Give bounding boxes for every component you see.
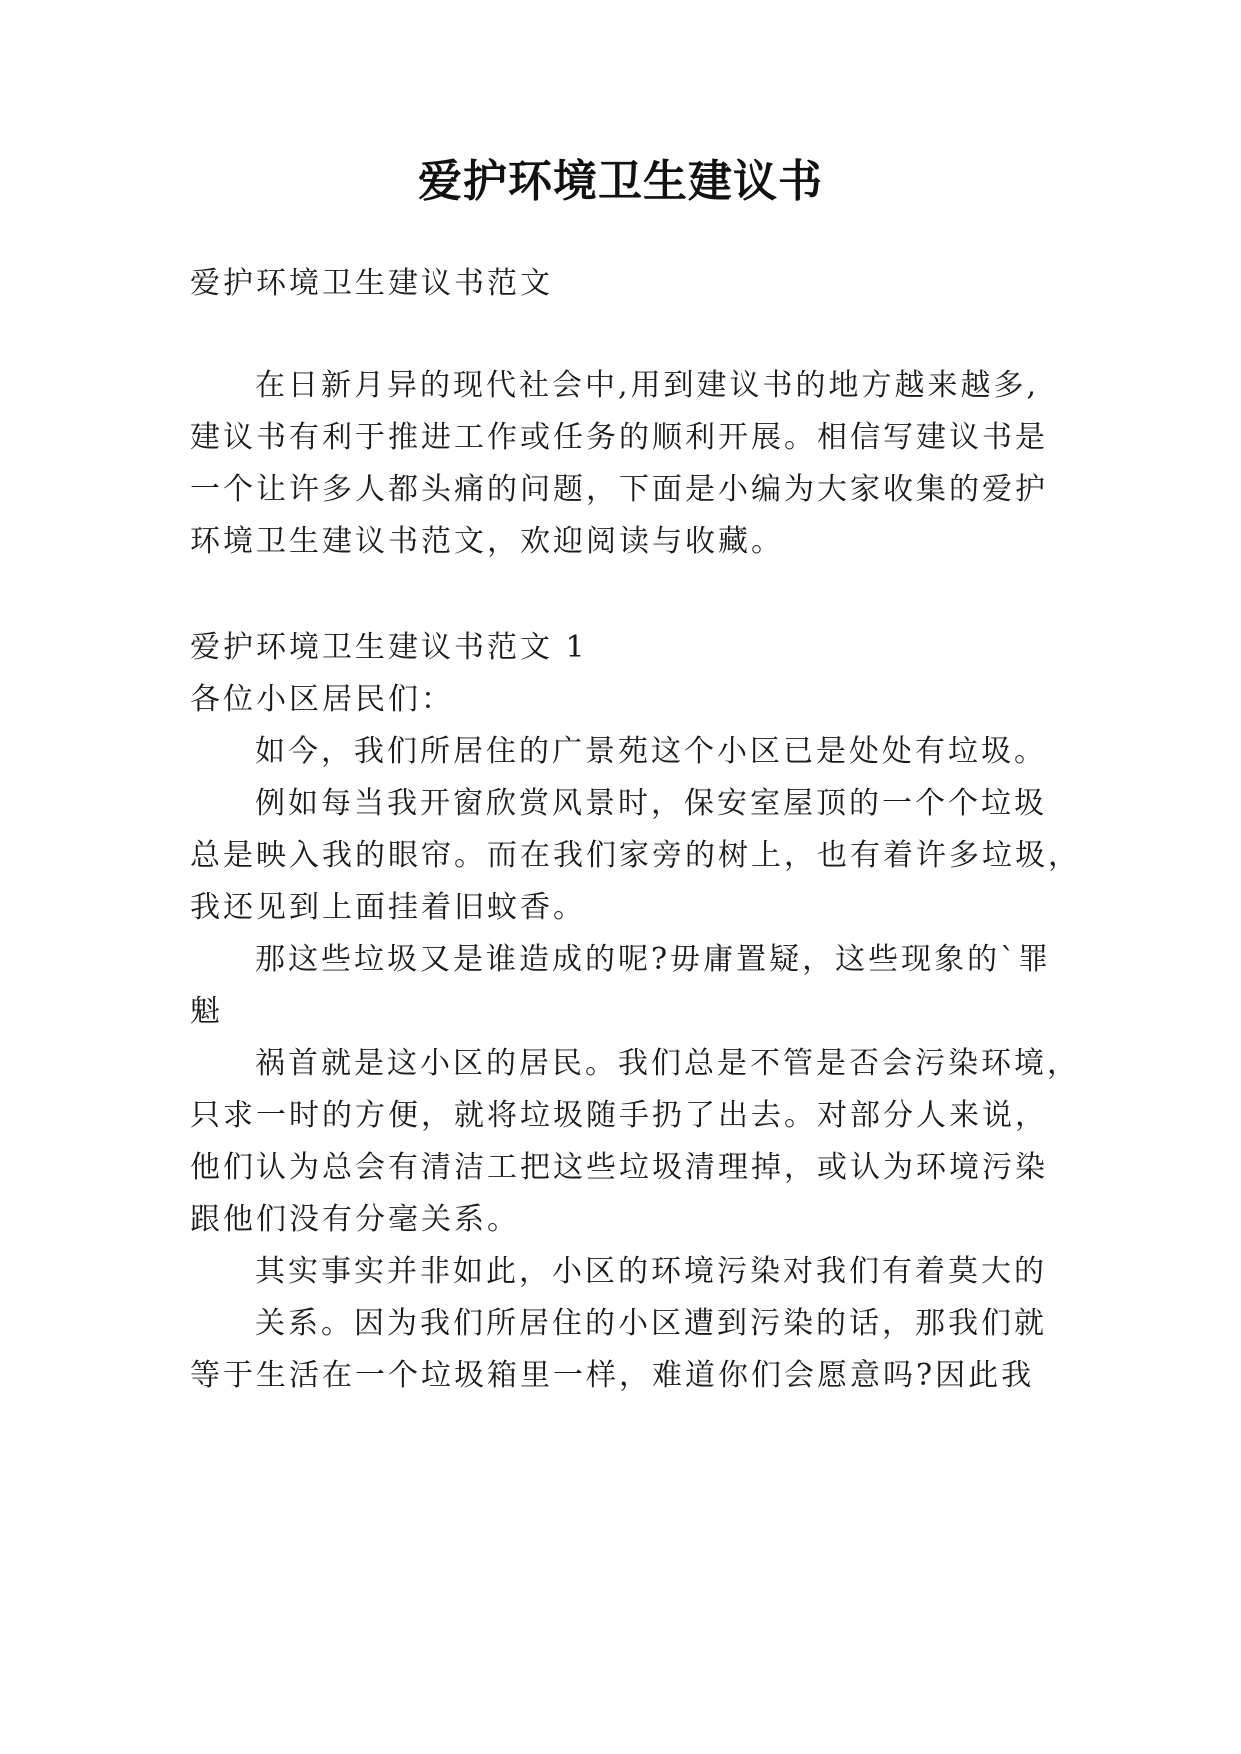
body-line-1: 如今，我们所居住的广景苑这个小区已是处处有垃圾。 xyxy=(255,734,1047,769)
section-heading: 爱护环境卫生建议书范文 1 xyxy=(190,630,588,665)
body-line-5: 那这些垃圾又是谁造成的呢?毋庸置疑，这些现象的`罪 xyxy=(255,942,1052,977)
salutation: 各位小区居民们： xyxy=(190,682,454,717)
body-line-6: 魁 xyxy=(190,994,223,1029)
body-line-13: 等于生活在一个垃圾箱里一样，难道你们会愿意吗?因此我 xyxy=(190,1358,1035,1393)
body-line-3: 总是映入我的眼帘。而在我们家旁的树上，也有着许多垃圾， xyxy=(190,838,1081,873)
body-line-7: 祸首就是这小区的居民。我们总是不管是否会污染环境， xyxy=(255,1046,1080,1081)
body-line-2: 例如每当我开窗欣赏风景时，保安室屋顶的一个个垃圾 xyxy=(255,786,1047,821)
body-line-9: 他们认为总会有清洁工把这些垃圾清理掉，或认为环境污染 xyxy=(190,1150,1048,1185)
intro-line-2: 建议书有利于推进工作或任务的顺利开展。相信写建议书是 xyxy=(190,420,1048,455)
intro-line-3: 一个让许多人都头痛的问题，下面是小编为大家收集的爱护 xyxy=(190,472,1048,507)
intro-line-4: 环境卫生建议书范文，欢迎阅读与收藏。 xyxy=(190,524,784,559)
document-subtitle: 爱护环境卫生建议书范文 xyxy=(190,266,553,301)
body-line-10: 跟他们没有分毫关系。 xyxy=(190,1202,520,1237)
document-title: 爱护环境卫生建议书 xyxy=(418,156,823,207)
body-line-8: 只求一时的方便，就将垃圾随手扔了出去。对部分人来说， xyxy=(190,1098,1048,1133)
body-line-12: 关系。因为我们所居住的小区遭到污染的话，那我们就 xyxy=(255,1306,1047,1341)
body-line-4: 我还见到上面挂着旧蚊香。 xyxy=(190,890,586,925)
intro-line-1: 在日新月异的现代社会中,用到建议书的地方越来越多, xyxy=(255,368,1040,403)
body-line-11: 其实事实并非如此，小区的环境污染对我们有着莫大的 xyxy=(255,1254,1047,1289)
